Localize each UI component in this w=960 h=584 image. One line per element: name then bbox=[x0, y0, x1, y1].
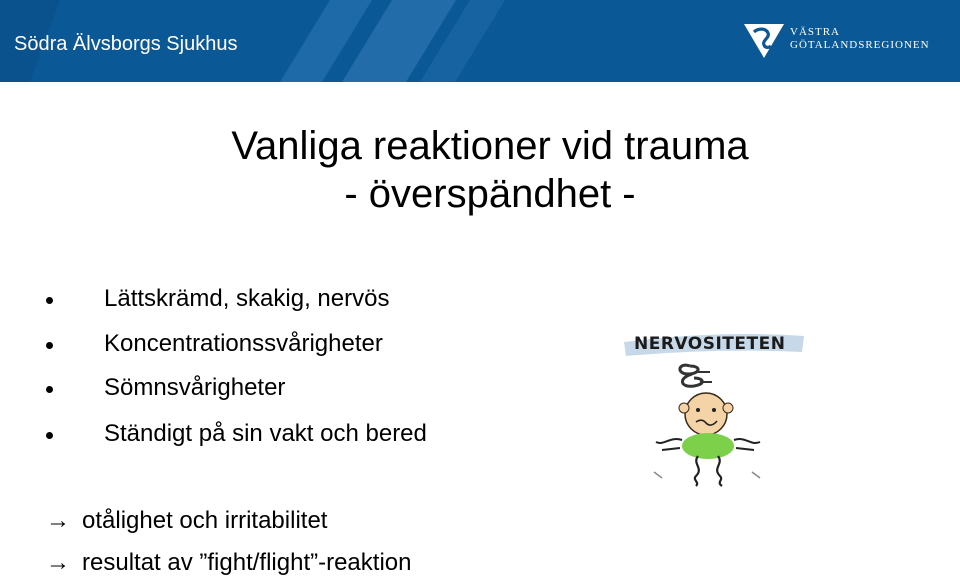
right-arrow-icon: → bbox=[46, 549, 70, 576]
bullet-text: Sömnsvårigheter bbox=[104, 374, 286, 401]
arrow-item bbox=[46, 549, 411, 577]
bullet-dot-icon bbox=[46, 342, 53, 349]
bullet-dot-icon bbox=[46, 386, 53, 393]
slide-title-line1: Vanliga reaktioner vid trauma bbox=[231, 124, 749, 168]
bullet-text: Lättskrämd, skakig, nervös bbox=[104, 285, 390, 312]
header-band bbox=[0, 0, 960, 82]
slide-title-line2: - överspändhet - bbox=[344, 172, 636, 216]
nervous-figure-sketch-icon bbox=[620, 322, 820, 492]
arrow-item bbox=[46, 507, 327, 535]
logo-line1: VÄSTRA bbox=[790, 26, 841, 38]
logo-line2: GÖTALANDSREGIONEN bbox=[790, 39, 930, 51]
vastra-gotalandsregionen-logo-icon bbox=[744, 22, 786, 62]
arrow-item-text: resultat av ”fight/flight”-reaktion bbox=[82, 549, 412, 576]
right-arrow-icon: → bbox=[46, 507, 70, 534]
bullet-text: Ständigt på sin vakt och bered bbox=[104, 420, 427, 447]
arrow-item-text: otålighet och irritabilitet bbox=[82, 507, 328, 534]
bullet-dot-icon bbox=[46, 297, 53, 304]
bullet-text: Koncentrationssvårigheter bbox=[104, 330, 383, 357]
region-logo bbox=[744, 22, 930, 62]
bullet-dot-icon bbox=[46, 432, 53, 439]
org-name: Södra Älvsborgs Sjukhus bbox=[14, 33, 238, 55]
sketch-caption: NERVOSITETEN bbox=[634, 334, 786, 354]
